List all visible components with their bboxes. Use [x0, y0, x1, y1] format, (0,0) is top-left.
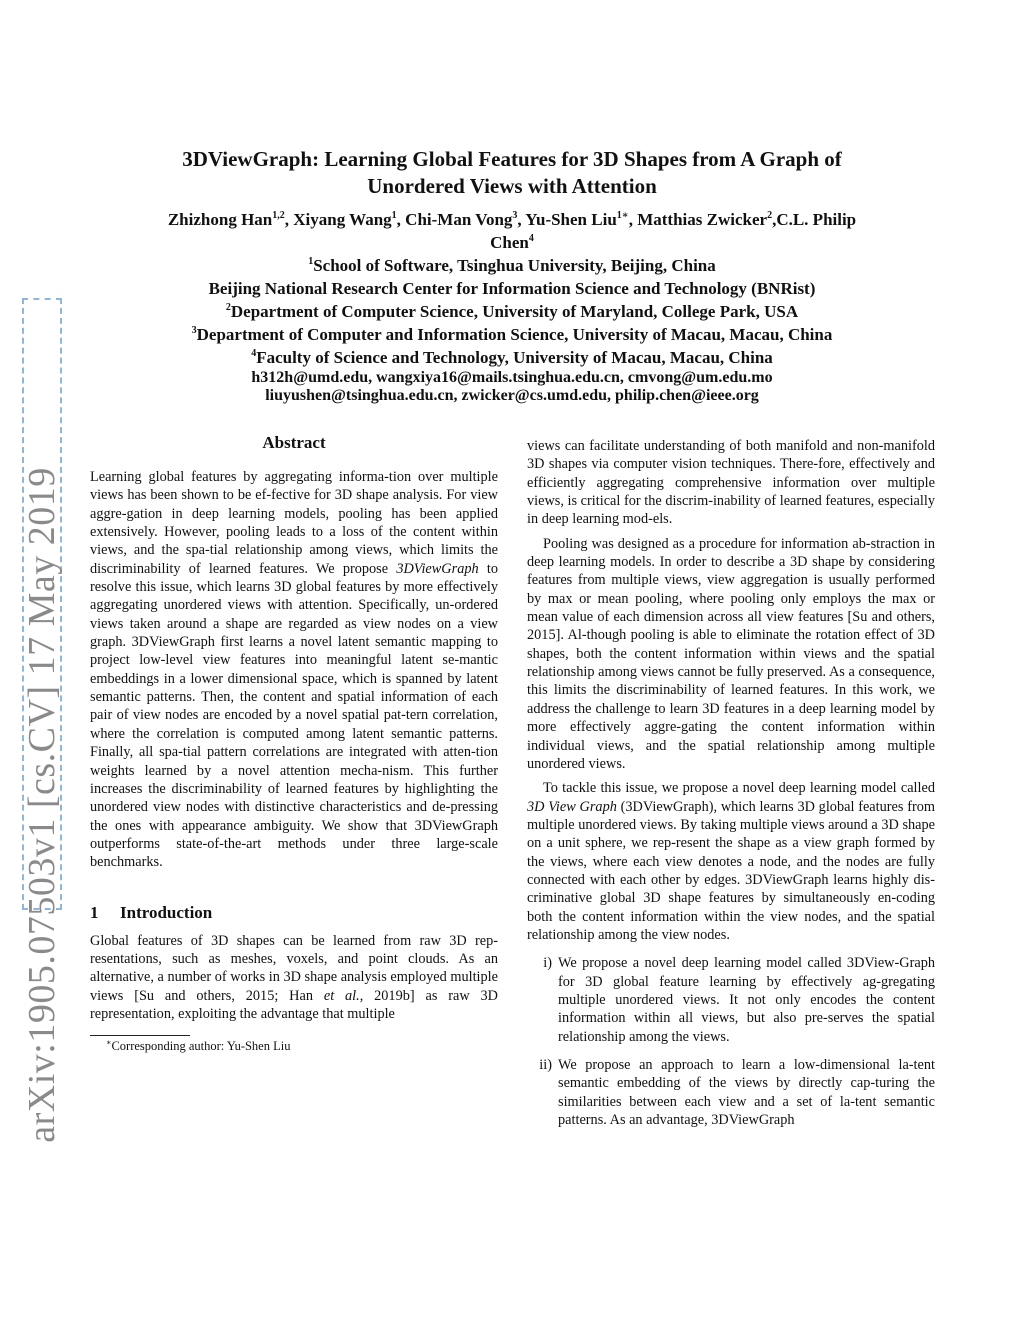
affiliation-text: School of Software, Tsinghua University, Beijing, China — [313, 256, 716, 275]
body-paragraph-3 — [527, 779, 935, 944]
section-number: 1 — [90, 902, 99, 922]
affiliation-1 — [90, 254, 934, 277]
abstract-heading: Abstract — [262, 433, 326, 452]
arxiv-identifier[interactable]: arXiv:1905.07503v1 [cs.CV] 17 May 2019 — [21, 467, 63, 1143]
section-heading-introduction — [90, 902, 498, 924]
author-sup: 1,2 — [272, 210, 285, 221]
affiliation-sup: 2 — [225, 302, 231, 313]
affiliation-text: Department of Computer Science, University of Maryland, College Park, USA — [230, 302, 799, 321]
email-line-1[interactable]: h312h@umd.edu, wangxiya16@mails.tsinghua.edu.cn, cmvong@um.edu.mo — [251, 369, 773, 386]
list-item-text: We propose a novel deep learning model called 3DView-Graph for 3D global feature learning by effectively ag-gregating multiple unordered views. It not only encodes the content information within all views, but also pre-serves the spatial relationship among the views. — [558, 955, 935, 1045]
affiliation-4 — [90, 346, 934, 369]
author-name: , Chi-Man Vong — [396, 210, 513, 229]
abstract-text — [90, 468, 498, 872]
author-name: Zhizhong Han — [167, 210, 273, 229]
contribution-list — [527, 954, 935, 1129]
email-line-2[interactable]: liuyushen@tsinghua.edu.cn, zwicker@cs.umd.edu, philip.chen@ieee.org — [265, 387, 759, 404]
affiliation-text: Department of Computer and Information Science, University of Macau, Macau, China — [196, 325, 833, 344]
footnote-text: Corresponding author: Yu-Shen Liu — [111, 1039, 291, 1054]
author-sup: 2 — [767, 210, 773, 221]
footnote-marker: ∗ — [106, 1038, 112, 1048]
author-sup: 1 — [391, 210, 397, 221]
affiliation-sup: 4 — [251, 348, 257, 359]
list-marker: i) — [543, 955, 552, 972]
body-text: To tackle this issue, we propose a novel deep learning model called — [543, 780, 935, 797]
author-name: , Yu-Shen Liu — [517, 210, 617, 229]
intro-text: Global features of 3D shapes can be learned from raw 3D rep-resentations, such as meshes, voxels, and point clouds. As an alternative, a number of works in 3D shape analysis employed multiple views [Su and others, 2015; Han — [90, 932, 498, 1004]
email-list — [90, 369, 934, 405]
affiliation-sup: 3 — [191, 325, 197, 336]
body-paragraph-2: Pooling was designed as a procedure for information ab-straction in deep learning models. In order to describe a 3D shape by considering features from multiple views, view aggregation is usually performed by max or mean pooling, where pooling only employs the max or mean value of each dimension across all view features [Su and others, 2015]. Al-though pooling is able to eliminate the rotation effect of 3D shapes, both the content information within views and the spatial relationship among views cannot be fully preserved. As a consequence, this limits the discriminability of learned features. In this work, we address the challenge to learn 3D features in a deep learning model by more effectively aggre-gating the content information within individual views, and the spatial relationship among multiple unordered views. — [527, 535, 935, 772]
affiliation-1b: Beijing National Research Center for Information Science and Technology (BNRist) — [208, 279, 816, 298]
affiliation-2 — [90, 300, 934, 323]
body-emphasis: 3D View Graph — [527, 798, 617, 815]
abstract-emphasis: 3DViewGraph — [396, 560, 479, 577]
affiliation-3 — [90, 323, 934, 346]
affiliation-text: Faculty of Science and Technology, University of Macau, Macau, China — [256, 348, 773, 367]
author-line-2 — [90, 231, 934, 254]
author-name: ,C.L. Philip — [772, 210, 857, 229]
title-block — [90, 146, 934, 405]
footnote — [90, 1038, 498, 1054]
title-line-2: Unordered Views with Attention — [367, 174, 657, 198]
left-column — [90, 432, 498, 1054]
abstract-part: to resolve this issue, which learns 3D global features by more effectively aggregating unordered views with attention. Specifically, un-ordered views taken around a shape are regarded as view nodes on a view graph. 3DViewGraph first learns a novel latent semantic mapping to project low-level view features into meaningful latent se-mantic embeddings in a lower dimensional space, which is spanned by latent semantic patterns. Then, the content and spatial information of each pair of view nodes are encoded by a novel spatial pat-tern correlation, where the correlation is computed among latent semantic patterns. Finally, all spa-tial pattern correlations are integrated with atten-tion weights learned by a novel attention mecha-nism. This further increases the discriminability of learned features by highlighting the unordered view nodes with distinctive characteristics and de-pressing the ones with appearance ambiguity. We show that 3DViewGraph outperforms state-of-the-art methods under three large-scale benchmarks. — [90, 560, 498, 871]
author-name: , Xiyang Wang — [284, 210, 392, 229]
list-item — [527, 954, 935, 1046]
abstract-part: Learning global features by aggregating informa-tion over multiple views has been shown to be ef-fective for 3D shape analysis. For view aggre-gation in deep learning models, pooling has been applied extensively. However, pooling leads to a loss of the content within views, and the spa-tial relationship among views, which limits the discriminability of learned features. We propose — [90, 469, 498, 577]
affiliation-sup: 1 — [308, 256, 314, 267]
right-column — [527, 437, 935, 1139]
list-marker: ii) — [539, 1057, 552, 1073]
affiliation-list — [90, 254, 934, 369]
body-paragraph-1: views can facilitate understanding of both manifold and non-manifold 3D shapes via computer vision techniques. There-fore, effectively and efficiently aggregating comprehensive information over multiple views, is critical for the discrim-inability of learned features, especially in deep learning mod-els. — [527, 438, 935, 528]
list-item — [527, 1056, 935, 1129]
intro-paragraph — [90, 932, 498, 1024]
author-sup: 3 — [512, 210, 518, 221]
author-list — [90, 208, 934, 254]
body-text: (3DViewGraph), which learns 3D global features from multiple unordered views. By taking multiple views around a 3D shape on a unit sphere, we rep-resent the shape as a view graph formed by the views, where each view denotes a node, and the nodes are fully connected with each other by edges. 3DViewGraph learns highly dis-criminative global 3D shape features by simultaneously en-coding both the content information within the view nodes, and the spatial relationship among the view nodes. — [527, 798, 935, 943]
list-item-text: We propose an approach to learn a low-dimensional la-tent semantic embedding of the views by directly cap-turing the similarities between each view and a set of la-tent semantic patterns. As an advantage, 3DViewGraph — [558, 1057, 935, 1129]
footnote-divider — [90, 1035, 190, 1036]
title-line-1: 3DViewGraph: Learning Global Features for 3D Shapes from A Graph of — [182, 147, 842, 171]
intro-text: , 2019b] as raw 3D representation, exploiting the advantage that multiple — [90, 987, 498, 1022]
intro-emphasis: et al. — [323, 987, 360, 1004]
author-name: , Matthias Zwicker — [628, 210, 768, 229]
author-line-1 — [90, 208, 934, 231]
author-sup: 1∗ — [616, 210, 629, 221]
author-name: Chen — [490, 233, 529, 252]
author-sup: 4 — [528, 233, 534, 244]
section-title: Introduction — [120, 902, 213, 922]
paper-title — [90, 146, 934, 200]
